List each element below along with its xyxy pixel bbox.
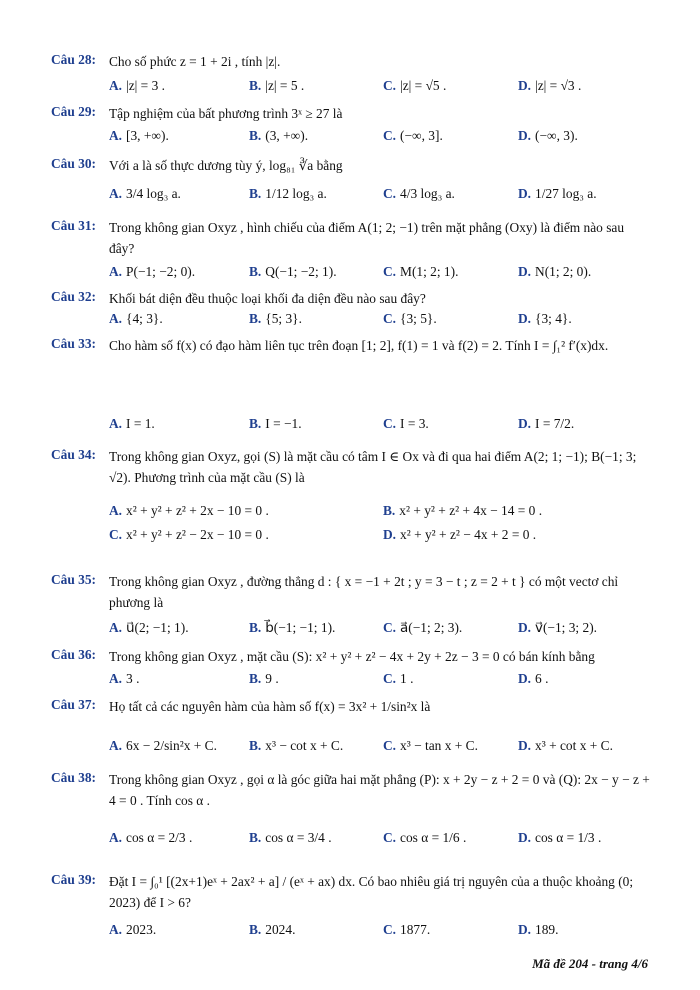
answer-option-a[interactable] [109, 671, 139, 687]
answer-option-b[interactable] [249, 186, 327, 202]
option-text: |z| = √5 . [400, 78, 447, 93]
option-text: cos α = 3/4 . [265, 830, 332, 845]
option-text: 1 . [400, 671, 414, 686]
option-letter: A. [109, 620, 123, 635]
answer-option-c[interactable] [383, 78, 446, 94]
option-letter: D. [518, 128, 532, 143]
question-number: Câu 33: [51, 336, 97, 351]
question-number: Câu 35: [51, 572, 97, 587]
option-text: 3 . [126, 671, 140, 686]
question-number: Câu 29: [51, 104, 97, 119]
option-text: x³ − tan x + C. [400, 738, 478, 753]
answer-option-a[interactable] [109, 186, 181, 202]
option-letter: B. [249, 922, 262, 937]
option-text: I = 3. [400, 416, 429, 431]
option-letter: A. [109, 186, 123, 201]
option-text: {5; 3}. [265, 311, 302, 326]
answer-option-c[interactable] [383, 416, 429, 432]
question-stem: Với a là số thực dương tùy ý, log₈₁ ∛a bằng [109, 158, 343, 173]
question-stem: Trong không gian Oxyz , mặt cầu (S): x² + y² + z² − 4x + 2y + 2z − 3 = 0 có bán kính bằng [109, 649, 595, 664]
answer-option-d[interactable] [518, 78, 581, 94]
option-letter: D. [518, 416, 532, 431]
option-text: 1877. [400, 922, 431, 937]
answer-option-d[interactable] [518, 186, 597, 202]
answer-option-d[interactable] [518, 620, 597, 636]
question-number: Câu 37: [51, 697, 97, 712]
option-text: x³ + cot x + C. [535, 738, 613, 753]
option-letter: B. [249, 311, 262, 326]
question-stem: Trong không gian Oxyz , gọi α là góc giữa hai mặt phẳng (P): x + 2y − z + 2 = 0 và (Q): 2x − y − z + 4 = 0 . Tính cos α . [109, 772, 650, 808]
option-text: {3; 4}. [535, 311, 572, 326]
answer-option-a[interactable] [109, 311, 163, 327]
answer-option-c[interactable] [383, 671, 413, 687]
answer-option-c[interactable] [383, 311, 437, 327]
question-stem: Trong không gian Oxyz , hình chiếu của điểm A(1; 2; −1) trên mặt phẳng (Oxy) là điểm nào sau đây? [109, 220, 625, 256]
answer-option-b[interactable] [249, 264, 337, 280]
option-letter: A. [109, 671, 123, 686]
question-number: Câu 28: [51, 52, 97, 67]
answer-option-a[interactable] [109, 503, 269, 519]
question-stem: Tập nghiệm của bất phương trình 3ˣ ≥ 27 là [109, 106, 343, 121]
option-text: x² + y² + z² − 2x − 10 = 0 . [126, 527, 269, 542]
option-text: 2024. [265, 922, 296, 937]
question-stem: Họ tất cả các nguyên hàm của hàm số f(x) = 3x² + 1/sin²x là [109, 699, 431, 714]
answer-option-a[interactable] [109, 738, 217, 754]
question-stem: Trong không gian Oxyz , đường thẳng d : { x = −1 + 2t ; y = 3 − t ; z = 2 + t } có một vectơ chỉ phương là [109, 574, 619, 610]
answer-option-c[interactable] [383, 620, 462, 636]
option-letter: A. [109, 264, 123, 279]
option-letter: B. [249, 264, 262, 279]
option-letter: B. [249, 186, 262, 201]
option-text: x³ − cot x + C. [265, 738, 344, 753]
option-text: |z| = 5 . [265, 78, 305, 93]
question-stem: Cho hàm số f(x) có đạo hàm liên tục trên đoạn [1; 2], f(1) = 1 và f(2) = 2. Tính I = ∫₁² f′(x)dx. [109, 338, 609, 353]
option-letter: B. [249, 620, 262, 635]
answer-option-c[interactable] [383, 830, 466, 846]
option-text: cos α = 1/3 . [535, 830, 602, 845]
option-text: M(1; 2; 1). [400, 264, 459, 279]
option-text: (−∞, 3]. [400, 128, 443, 143]
question-stem: Trong không gian Oxyz, gọi (S) là mặt cầu có tâm I ∈ Ox và đi qua hai điểm A(2; 1; −1); B(−1; 3; √2). Phương trình của mặt cầu (S) là [109, 449, 637, 485]
option-text: b⃗(−1; −1; 1). [265, 620, 336, 635]
answer-option-b[interactable] [249, 416, 302, 432]
option-text: 189. [535, 922, 559, 937]
option-letter: A. [109, 416, 123, 431]
question-number: Câu 34: [51, 447, 97, 462]
option-text: x² + y² + z² + 2x − 10 = 0 . [126, 503, 269, 518]
option-text: x² + y² + z² − 4x + 2 = 0 . [400, 527, 537, 542]
question-number: Câu 39: [51, 872, 97, 887]
option-letter: A. [109, 738, 123, 753]
option-text: x² + y² + z² + 4x − 14 = 0 . [399, 503, 543, 518]
option-text: {3; 5}. [400, 311, 437, 326]
option-letter: D. [518, 671, 532, 686]
answer-option-b[interactable] [249, 738, 343, 754]
option-letter: A. [109, 830, 123, 845]
option-letter: D. [518, 186, 532, 201]
answer-option-d[interactable] [518, 311, 572, 327]
answer-option-b[interactable] [249, 620, 335, 636]
option-text: u⃗(2; −1; 1). [126, 620, 189, 635]
answer-option-d[interactable] [518, 416, 574, 432]
option-letter: B. [249, 78, 262, 93]
option-text: N(1; 2; 0). [535, 264, 592, 279]
option-letter: D. [518, 738, 532, 753]
option-text: v⃗(−1; 3; 2). [535, 620, 597, 635]
answer-option-d[interactable] [518, 738, 613, 754]
option-text: a⃗(−1; 2; 3). [400, 620, 463, 635]
option-text: cos α = 2/3 . [126, 830, 193, 845]
option-letter: B. [249, 738, 262, 753]
option-letter: D. [518, 620, 532, 635]
option-text: I = −1. [265, 416, 302, 431]
option-letter: D. [518, 78, 532, 93]
option-letter: C. [383, 78, 397, 93]
option-letter: C. [383, 620, 397, 635]
option-letter: C. [383, 311, 397, 326]
option-letter: D. [518, 922, 532, 937]
answer-option-b[interactable] [249, 922, 295, 938]
option-letter: A. [109, 78, 123, 93]
option-letter: B. [249, 671, 262, 686]
answer-option-a[interactable] [109, 264, 195, 280]
option-text: |z| = 3 . [126, 78, 165, 93]
question-number: Câu 31: [51, 218, 97, 233]
option-text: 2023. [126, 922, 157, 937]
answer-option-a[interactable] [109, 922, 156, 938]
answer-option-c[interactable] [383, 738, 478, 754]
option-letter: C. [383, 738, 397, 753]
answer-option-d[interactable] [518, 128, 578, 144]
option-text: |z| = √3 . [535, 78, 582, 93]
option-letter: C. [383, 128, 397, 143]
option-text: (−∞, 3). [535, 128, 578, 143]
answer-option-c[interactable] [109, 527, 269, 543]
option-letter: C. [383, 264, 397, 279]
answer-option-a[interactable] [109, 128, 169, 144]
option-letter: C. [383, 186, 397, 201]
answer-option-b[interactable] [249, 671, 279, 687]
option-text: 4/3 log₃ a. [400, 186, 455, 201]
option-letter: C. [383, 922, 397, 937]
question-number: Câu 38: [51, 770, 97, 785]
option-letter: A. [109, 922, 123, 937]
answer-option-d[interactable] [383, 527, 536, 543]
option-letter: C. [383, 416, 397, 431]
answer-option-a[interactable] [109, 78, 165, 94]
option-letter: D. [518, 830, 532, 845]
option-letter: A. [109, 128, 123, 143]
question-stem: Đặt I = ∫₀¹ [(2x+1)eˣ + 2ax² + a] / (eˣ + ax) dx. Có bao nhiêu giá trị nguyên của a thuộc khoảng (0; 2023) để I > 6? [109, 874, 634, 910]
answer-option-a[interactable] [109, 416, 155, 432]
option-text: P(−1; −2; 0). [126, 264, 196, 279]
option-letter: D. [383, 527, 397, 542]
option-text: {4; 3}. [126, 311, 163, 326]
answer-option-d[interactable] [518, 264, 591, 280]
option-text: 9 . [265, 671, 279, 686]
option-letter: D. [518, 264, 532, 279]
answer-option-b[interactable] [249, 78, 304, 94]
answer-option-c[interactable] [383, 186, 455, 202]
option-letter: A. [109, 503, 123, 518]
question-stem: Cho số phức z = 1 + 2i , tính |z|. [109, 54, 281, 69]
option-text: 6 . [535, 671, 549, 686]
answer-option-c[interactable] [383, 128, 443, 144]
answer-option-c[interactable] [383, 922, 430, 938]
option-text: (3, +∞). [265, 128, 309, 143]
option-text: 6x − 2/sin²x + C. [126, 738, 217, 753]
option-text: [3, +∞). [126, 128, 169, 143]
answer-option-d[interactable] [518, 671, 548, 687]
option-text: cos α = 1/6 . [400, 830, 467, 845]
option-letter: B. [249, 830, 262, 845]
question-number: Câu 32: [51, 289, 97, 304]
question-number: Câu 36: [51, 647, 97, 662]
option-text: 1/27 log₃ a. [535, 186, 597, 201]
answer-option-b[interactable] [249, 128, 308, 144]
question-number: Câu 30: [51, 156, 97, 171]
answer-option-b[interactable] [249, 830, 332, 846]
option-text: Q(−1; −2; 1). [265, 264, 337, 279]
answer-option-b[interactable] [249, 311, 302, 327]
option-text: 1/12 log₃ a. [265, 186, 327, 201]
option-letter: B. [249, 128, 262, 143]
option-letter: C. [383, 830, 397, 845]
answer-option-d[interactable] [518, 922, 558, 938]
answer-option-a[interactable] [109, 620, 189, 636]
page-footer: Mã đề 204 - trang 4/6 [532, 956, 648, 971]
option-letter: C. [383, 671, 397, 686]
option-letter: D. [518, 311, 532, 326]
option-letter: B. [249, 416, 262, 431]
answer-option-c[interactable] [383, 264, 458, 280]
option-text: I = 1. [126, 416, 155, 431]
question-stem: Khối bát diện đều thuộc loại khối đa diện đều nào sau đây? [109, 291, 426, 306]
answer-option-d[interactable] [518, 830, 601, 846]
option-text: I = 7/2. [535, 416, 575, 431]
answer-option-b[interactable] [383, 503, 542, 519]
option-text: 3/4 log₃ a. [126, 186, 181, 201]
option-letter: C. [109, 527, 123, 542]
option-letter: B. [383, 503, 396, 518]
option-letter: A. [109, 311, 123, 326]
answer-option-a[interactable] [109, 830, 192, 846]
